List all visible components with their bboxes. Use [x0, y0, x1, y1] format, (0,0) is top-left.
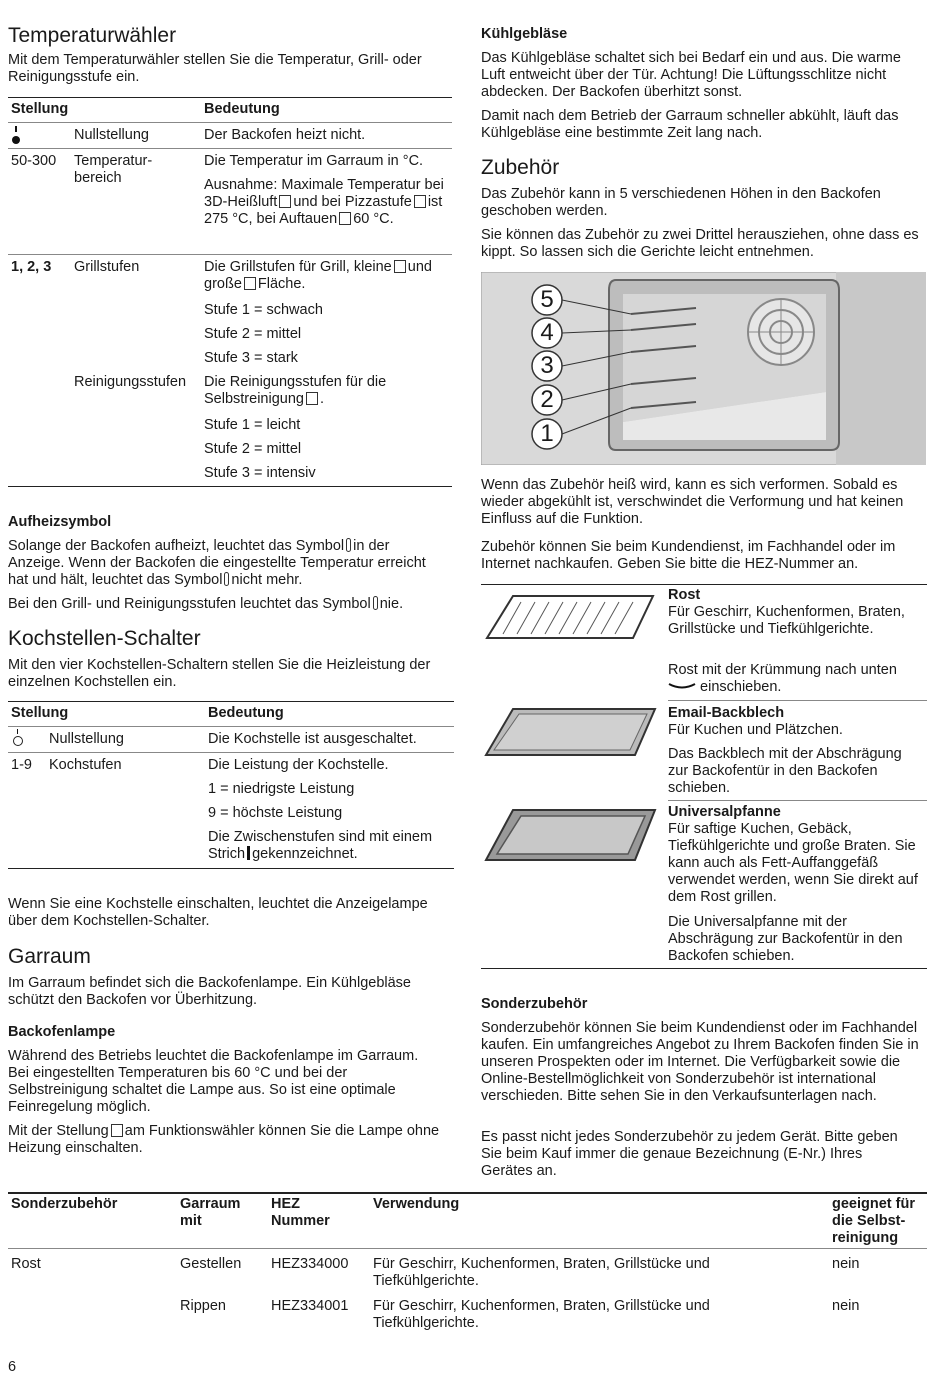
- rost-title: Rost: [668, 587, 701, 603]
- kuehl-title: Kühlgebläse: [481, 26, 568, 42]
- universalpfanne-image: [483, 804, 659, 870]
- table-cell: Rippen: [180, 1298, 226, 1314]
- email-p2: Das Backblech mit der Abschrägung zur Backofentür in den Backofen schieben.: [668, 746, 902, 796]
- table-top-rule: [8, 97, 452, 98]
- nullstellung-icon: [12, 126, 20, 149]
- backblech-image: [483, 703, 659, 765]
- temp-row2-text2: Ausnahme: Maximale Temperatur bei 3D-Heißluft und bei Pizzastufe ist 275 °C, bei Auftauen 60 °C.: [204, 177, 444, 227]
- thermometer-icon: [373, 596, 378, 610]
- aufheiz-title: Aufheizsymbol: [8, 514, 112, 530]
- rein-stufe-2: Stufe 2 = mittel: [204, 441, 302, 457]
- th-verwendung: Verwendung: [373, 1196, 460, 1212]
- email-p1: Für Kuchen und Plätzchen.: [668, 722, 843, 738]
- temp-row3-text1: Die Grillstufen für Grill, kleine und große Fläche.: [204, 259, 432, 292]
- grill-stufe-2: Stufe 2 = mittel: [204, 326, 302, 342]
- grill-stufe-3: Stufe 3 = stark: [204, 350, 298, 366]
- sonder-p2: Es passt nicht jedes Sonderzubehör zu jedem Gerät. Bitte geben Sie beim Kauf immer die genaue Bezeichnung (E-Nr.) Ihres Gerätes an.: [481, 1129, 898, 1179]
- th-hez: HEZ Nummer: [271, 1196, 330, 1229]
- table-cell: Für Geschirr, Kuchenformen, Braten, Grillstücke und Tiefkühlgerichte.: [373, 1298, 710, 1331]
- garraum-intro: Im Garraum befindet sich die Backofenlampe. Ein Kühlgebläse schützt den Backofen vor Überhitzung.: [8, 975, 411, 1008]
- temp-row4-label: Reinigungsstufen: [74, 374, 187, 390]
- auftauen-icon: [339, 212, 351, 225]
- temp-intro: Mit dem Temperaturwähler stellen Sie die Temperatur, Grill- oder Reinigungsstufe ein.: [8, 52, 422, 85]
- zubehoer-p2: Sie können das Zubehör zu zwei Drittel herausziehen, ohne dass es kippt. So lassen sich die Gerichte leicht entnehmen.: [481, 227, 919, 260]
- uni-p2: Die Universalpfanne mit der Abschrägung zur Backofentür in den Backofen schieben.: [668, 914, 903, 964]
- grill-small-icon: [394, 260, 406, 273]
- temp-row4-text1: Die Reinigungsstufen für die Selbstreinigung .: [204, 374, 387, 407]
- koch-row2-label: Kochstufen: [49, 757, 122, 773]
- thermometer-icon: [224, 572, 229, 586]
- backofenlampe-title: Backofenlampe: [8, 1024, 116, 1040]
- section-title-temperaturwaehler: Temperaturwähler: [8, 24, 177, 47]
- heissluft-icon: [279, 195, 291, 208]
- temp-row2-label: Temperatur- bereich: [74, 153, 153, 186]
- kuehl-p1: Das Kühlgebläse schaltet sich bei Bedarf ein und aus. Die warme Luft entweicht über der Tür. Achtung! Die Lüftungsschlitze nicht abdecken. Der Backofen überhitzt sonst.: [481, 50, 901, 100]
- aufheiz-p1: Solange der Backofen aufheizt, leuchtet das Symbol in der Anzeige. Wenn der Backofen die eingestellte Temperatur erreicht hat und hält, leuchtet das Symbol nicht mehr.: [8, 538, 426, 588]
- temp-row2-pos: 50-300: [11, 153, 57, 169]
- temp-col-stellung: Stellung: [11, 101, 69, 117]
- grill-large-icon: [244, 277, 256, 290]
- grill-stufe-1: Stufe 1 = schwach: [204, 302, 323, 318]
- uni-title: Universalpfanne: [668, 804, 781, 820]
- strich-icon: [247, 846, 250, 860]
- temp-row2-text1: Die Temperatur im Garraum in °C.: [204, 153, 424, 169]
- lamp-icon: [111, 1124, 123, 1137]
- koch-col-bedeutung: Bedeutung: [208, 705, 284, 721]
- table-cell: Gestellen: [180, 1256, 242, 1272]
- temp-row1-text: Der Backofen heizt nicht.: [204, 127, 366, 143]
- koch-row1-label: Nullstellung: [49, 731, 124, 747]
- koch-row2-pos: 1-9: [11, 757, 32, 773]
- th-garraum: Garraum mit: [180, 1196, 241, 1229]
- koch-row2-t1: Die Leistung der Kochstelle.: [208, 757, 389, 773]
- table-cell: Rost: [11, 1256, 41, 1272]
- koch-col-stellung: Stellung: [11, 705, 69, 721]
- temp-row3-pos: 1, 2, 3: [11, 259, 52, 275]
- null-circle-icon: [13, 729, 23, 751]
- thermometer-icon: [346, 538, 351, 552]
- section-title-kochstellen: Kochstellen-Schalter: [8, 627, 201, 650]
- level-label: 2: [540, 386, 554, 413]
- temp-row3-label: Grillstufen: [74, 259, 140, 275]
- level-label: 1: [540, 420, 554, 447]
- table-cell: nein: [832, 1298, 860, 1314]
- oven-illustration: [481, 272, 926, 465]
- lampe-p1: Während des Betriebs leuchtet die Backofenlampe im Garraum. Bei eingestellten Temperaturen bis 60 °C und bei der Selbstreinigung schaltet die Lampe aus. So ist eine optimale Feinregelung möglich.: [8, 1048, 419, 1115]
- zubehoer-p4: Zubehör können Sie beim Kundendienst, im Fachhandel oder im Internet nachkaufen. Geben Sie bitte die HEZ-Nummer an.: [481, 539, 896, 572]
- rost-image: [483, 588, 659, 650]
- koch-row2-t3: 9 = höchste Leistung: [208, 805, 343, 821]
- rost-p2: Rost mit der Krümmung nach unten einschieben.: [668, 662, 897, 695]
- aufheiz-p2: Bei den Grill- und Reinigungsstufen leuchtet das Symbol nie.: [8, 596, 404, 612]
- koch-after: Wenn Sie eine Kochstelle einschalten, leuchtet die Anzeigelampe über dem Kochstellen-Schalter.: [8, 896, 428, 929]
- pizza-icon: [414, 195, 426, 208]
- lampe-p2: Mit der Stellung am Funktionswähler können Sie die Lampe ohne Heizung einschalten.: [8, 1123, 440, 1156]
- kuehl-p2: Damit nach dem Betrieb der Garraum schneller abkühlt, läuft das Kühlgebläse eine bestimmte Zeit lang nach.: [481, 108, 899, 141]
- zubehoer-p3: Wenn das Zubehör heiß wird, kann es sich verformen. Sobald es wieder abgekühlt ist, verschwindet die Verformung und hat keinen Einfluss auf die Funktion.: [481, 477, 904, 527]
- page-number: 6: [8, 1359, 17, 1375]
- table-cell: Für Geschirr, Kuchenformen, Braten, Grillstücke und Tiefkühlgerichte.: [373, 1256, 710, 1289]
- uni-p1: Für saftige Kuchen, Gebäck, Tiefkühlgerichte und große Braten. Sie kann auch als Fett-Auffanggefäß verwendet werden, wenn Sie direkt auf dem Rost grillen.: [668, 821, 918, 905]
- table-cell: HEZ334001: [271, 1298, 349, 1314]
- section-title-zubehoer: Zubehör: [481, 156, 560, 179]
- koch-row1-text: Die Kochstelle ist ausgeschaltet.: [208, 731, 417, 747]
- level-label: 4: [540, 319, 554, 346]
- section-title-garraum: Garraum: [8, 945, 91, 968]
- th-sonderzubehoer: Sonderzubehör: [11, 1196, 118, 1212]
- level-label: 3: [540, 352, 554, 379]
- email-title: Email-Backblech: [668, 705, 785, 721]
- koch-row2-t2: 1 = niedrigste Leistung: [208, 781, 355, 797]
- koch-row2-t4: Die Zwischenstufen sind mit einem Strich gekennzeichnet.: [208, 829, 433, 862]
- koch-intro: Mit den vier Kochstellen-Schaltern stellen Sie die Heizleistung der einzelnen Kochstellen ein.: [8, 657, 431, 690]
- rost-p1: Für Geschirr, Kuchenformen, Braten, Grillstücke und Tiefkühlgerichte.: [668, 604, 905, 637]
- temp-col-bedeutung: Bedeutung: [204, 101, 280, 117]
- th-selbstreinigung: geeignet für die Selbstreinigung: [832, 1196, 915, 1246]
- sonder-p1: Sonderzubehör können Sie beim Kundendienst oder im Fachhandel kaufen. Ein umfangreiches Angebot zu Ihrem Backofen finden Sie in unseren Prospekten oder im Internet. Die Verfügbarkeit sowie die Online-Bestellmöglichkeit von Sonderzubehör ist international verschieden. Bitte sehen Sie in den Verkaufsunterlagen nach.: [481, 1020, 919, 1104]
- level-label: 5: [540, 286, 554, 313]
- selbstreinigung-icon: [306, 392, 318, 405]
- rein-stufe-3: Stufe 3 = intensiv: [204, 465, 316, 481]
- table-cell: HEZ334000: [271, 1256, 349, 1272]
- table-cell: nein: [832, 1256, 860, 1272]
- rein-stufe-1: Stufe 1 = leicht: [204, 417, 301, 433]
- sonder-title: Sonderzubehör: [481, 996, 588, 1012]
- zubehoer-p1: Das Zubehör kann in 5 verschiedenen Höhen in den Backofen geschoben werden.: [481, 186, 881, 219]
- temp-row1-label: Nullstellung: [74, 127, 149, 143]
- kruemmung-icon: [668, 681, 696, 691]
